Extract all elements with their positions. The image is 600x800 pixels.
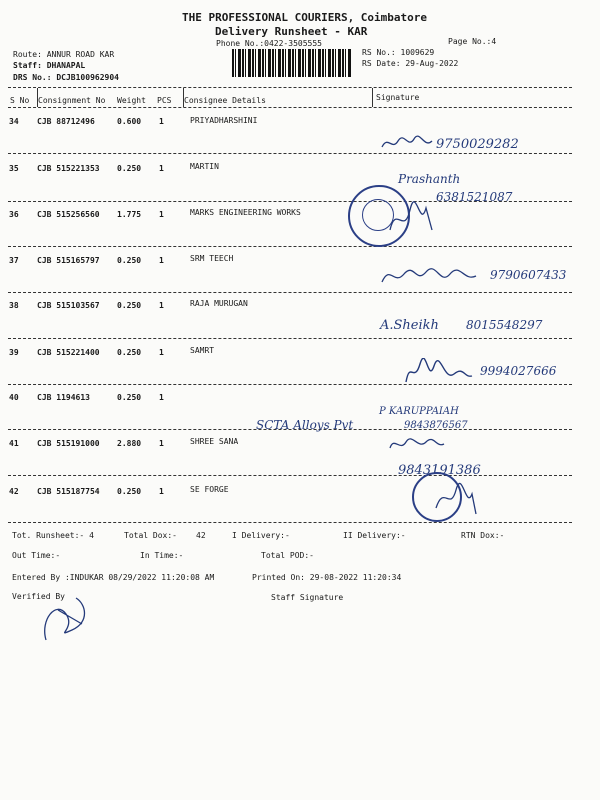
row-sno: 35 (9, 164, 19, 173)
row-consignee: RAJA MURUGAN (190, 299, 248, 308)
row-sno: 36 (9, 210, 19, 219)
row-sno: 37 (9, 256, 19, 265)
handwritten-name: P KARUPPAIAH (379, 406, 459, 417)
row-weight: 0.250 (117, 164, 142, 173)
row-divider (8, 292, 572, 293)
row-weight: 0.250 (117, 348, 142, 357)
row-consignment: CJB 1194613 (37, 393, 90, 402)
row-consignment: CJB 515187754 (37, 487, 100, 496)
row-weight: 1.775 (117, 210, 142, 219)
handwritten-name: Prashanth (398, 172, 461, 186)
row-consignee: SAMRT (190, 346, 215, 355)
total-dox-label: Total Dox:- (124, 531, 177, 540)
table-top-rule (8, 87, 572, 88)
row-divider (8, 246, 572, 247)
signature-scribble (432, 478, 478, 518)
row-sno: 42 (9, 487, 19, 496)
total-pod: Total POD:- (261, 551, 314, 560)
total-dox-value: 42 (196, 531, 206, 540)
row-weight: 0.250 (117, 487, 142, 496)
row-pcs: 1 (159, 164, 164, 173)
company-name: THE PROFESSIONAL COURIERS, Coimbatore (182, 11, 428, 24)
row-pcs: 1 (159, 301, 164, 310)
staff: Staff: DHANAPAL (13, 61, 86, 70)
staff-signature: Staff Signature (271, 593, 344, 602)
signature-scribble (386, 200, 436, 240)
table-bottom-rule (8, 522, 572, 523)
row-pcs: 1 (159, 348, 164, 357)
printed-on: Printed On: 29-08-2022 11:20:34 (252, 573, 402, 582)
row-consignment: CJB 515221400 (37, 348, 100, 357)
col-header-weight: Weight (117, 96, 146, 105)
col-header-consignee: Consignee Details (184, 96, 266, 105)
row-consignee: MARTIN (190, 162, 219, 171)
header-bottom-rule (8, 107, 572, 108)
rs-date: RS Date: 29-Aug-2022 (362, 59, 459, 68)
out-time: Out Time:- (12, 551, 61, 560)
ii-delivery: II Delivery:- (343, 531, 406, 540)
handwritten-phone: 9843191386 (398, 463, 481, 478)
row-pcs: 1 (159, 487, 164, 496)
row-divider (8, 384, 572, 385)
barcode (232, 49, 352, 77)
row-weight: 2.880 (117, 439, 142, 448)
row-weight: 0.250 (117, 393, 142, 402)
col-header-signature: Signature (376, 93, 420, 102)
handwritten-phone: 6381521087 (436, 190, 513, 204)
verified-by: Verified By (12, 592, 65, 601)
row-consignment: CJB 515103567 (37, 301, 100, 310)
row-pcs: 1 (159, 117, 164, 126)
signature-scribble (380, 133, 435, 153)
col-divider (372, 88, 373, 107)
row-consignment: CJB 88712496 (37, 117, 95, 126)
phone-number: Phone No.:0422-3505555 (216, 39, 322, 48)
col-header-pcs: PCS (157, 96, 172, 105)
in-time: In Time:- (140, 551, 184, 560)
row-pcs: 1 (159, 210, 164, 219)
row-consignment: CJB 515256560 (37, 210, 100, 219)
handwritten-phone: 9994027666 (480, 364, 557, 378)
row-divider (8, 153, 572, 154)
total-runsheet: Tot. Runsheet:- 4 (12, 531, 94, 540)
row-consignee: MARKS ENGINEERING WORKS (190, 208, 301, 217)
row-sno: 39 (9, 348, 19, 357)
i-delivery: I Delivery:- (232, 531, 290, 540)
col-header-consignment: Consignment No (38, 96, 106, 105)
rs-number: RS No.: 1009629 (362, 48, 435, 57)
page-number: Page No.:4 (448, 37, 497, 46)
row-consignment: CJB 515165797 (37, 256, 100, 265)
handwritten-name: A.Sheikh (380, 318, 439, 333)
signature-scribble (386, 434, 446, 454)
row-divider (8, 475, 572, 476)
row-consignee: SRM TEECH (190, 254, 234, 263)
row-weight: 0.250 (117, 301, 142, 310)
handwritten-consignee: SCTA Alloys Pvt (256, 418, 354, 432)
signature-scribble (380, 262, 480, 288)
row-consignee: SE FORGE (190, 485, 229, 494)
drs-number: DRS No.: DCJB100962904 (13, 73, 119, 82)
row-pcs: 1 (159, 256, 164, 265)
row-sno: 34 (9, 117, 19, 126)
handwritten-phone: 9750029282 (436, 137, 519, 152)
row-divider (8, 338, 572, 339)
row-consignment: CJB 515221353 (37, 164, 100, 173)
row-sno: 40 (9, 393, 19, 402)
document-title: Delivery Runsheet - KAR (215, 25, 368, 38)
entered-by: Entered By :INDUKAR 08/29/2022 11:20:08 AM (12, 573, 215, 582)
handwritten-phone: 8015548297 (466, 318, 543, 332)
row-pcs: 1 (159, 439, 164, 448)
row-consignee: SHREE SANA (190, 437, 239, 446)
row-pcs: 1 (159, 393, 164, 402)
row-weight: 0.250 (117, 256, 142, 265)
route: Route: ANNUR ROAD KAR (13, 50, 115, 59)
row-consignee: PRIYADHARSHINI (190, 116, 258, 125)
row-consignment: CJB 515191000 (37, 439, 100, 448)
row-weight: 0.600 (117, 117, 142, 126)
handwritten-phone: 9790607433 (490, 268, 567, 282)
row-sno: 38 (9, 301, 19, 310)
row-sno: 41 (9, 439, 19, 448)
rtn-dox: RTN Dox:- (461, 531, 505, 540)
col-header-sno: S No (10, 96, 30, 105)
handwritten-phone: 9843876567 (404, 420, 468, 431)
verifier-signature-scribble (36, 590, 96, 650)
signature-scribble (404, 358, 474, 386)
